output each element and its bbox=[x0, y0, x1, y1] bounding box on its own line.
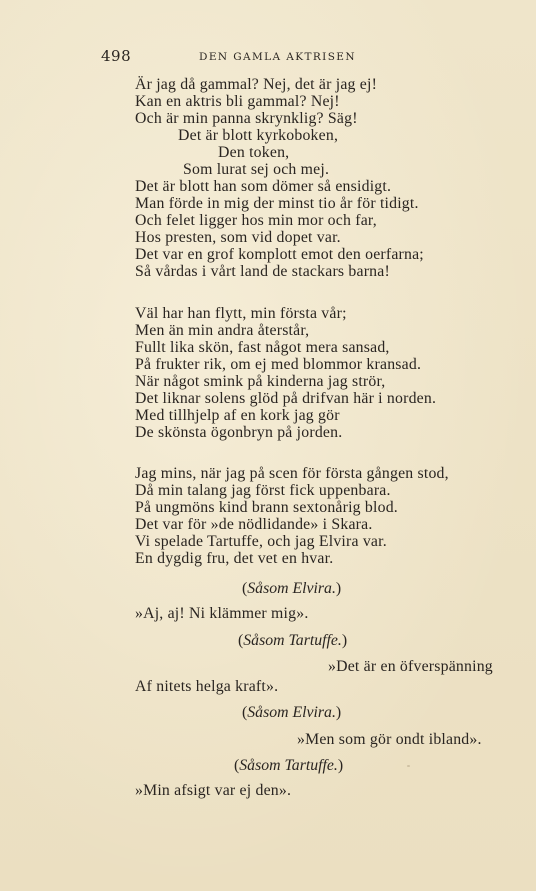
verse-line: Fullt lika skön, fast något mera sansad, bbox=[135, 339, 390, 356]
verse-line: Så vårdas i vårt land de stackars barna! bbox=[135, 263, 390, 280]
stage-direction: (Såsom Tartuffe.) bbox=[234, 757, 344, 774]
verse-line: Men än min andra återstår, bbox=[135, 322, 310, 339]
dialogue-line: »Men som gör ondt ibland». bbox=[297, 731, 482, 748]
verse-line: Och är min panna skrynklig? Säg! bbox=[135, 110, 358, 127]
page-number: 498 bbox=[101, 47, 132, 65]
verse-line: Kan en aktris bli gammal? Nej! bbox=[135, 93, 340, 110]
verse-line: Det liknar solens glöd på drifvan här i norden. bbox=[135, 390, 437, 407]
verse-line: Det var en grof komplott emot den oerfarna; bbox=[135, 246, 424, 263]
stage-direction: (Såsom Elvira.) bbox=[242, 704, 342, 721]
verse-line: Och felet ligger hos min mor och far, bbox=[135, 212, 377, 229]
verse-line: Den token, bbox=[218, 144, 290, 161]
verse-line: Som lurat sej och mej. bbox=[183, 161, 330, 178]
dialogue-line: »Min afsigt var ej den». bbox=[135, 782, 292, 799]
verse-line: När något smink på kinderna jag strör, bbox=[135, 373, 386, 390]
dialogue-line: »Det är en öfverspänning bbox=[328, 658, 493, 675]
verse-line: Det är blott han som dömer så ensidigt. bbox=[135, 178, 392, 195]
verse-line: På ungmöns kind brann sextonårig blod. bbox=[135, 499, 398, 516]
stage-direction: (Såsom Elvira.) bbox=[242, 580, 342, 597]
verse-line: En dygdig fru, det vet en hvar. bbox=[135, 550, 334, 567]
verse-line: Med tillhjelp af en kork jag gör bbox=[135, 407, 340, 424]
verse-line: Det var för »de nödlidande» i Skara. bbox=[135, 516, 373, 533]
verse-line: Då min talang jag först fick uppenbara. bbox=[135, 482, 391, 499]
paper-speck bbox=[407, 765, 410, 767]
dialogue-line: »Aj, aj! Ni klämmer mig». bbox=[135, 605, 309, 622]
verse-line: De skönsta ögonbryn på jorden. bbox=[135, 424, 343, 441]
verse-line: Det är blott kyrkoboken, bbox=[178, 127, 339, 144]
verse-line: På frukter rik, om ej med blommor kransad. bbox=[135, 356, 422, 373]
verse-line: Vi spelade Tartuffe, och jag Elvira var. bbox=[135, 533, 387, 550]
verse-line: Jag mins, när jag på scen för första gången stod, bbox=[135, 465, 449, 482]
verse-line: Man förde in mig der minst tio år för tidigt. bbox=[135, 195, 419, 212]
running-head: DEN GAMLA AKTRISEN bbox=[199, 51, 356, 63]
verse-line: Är jag då gammal? Nej, det är jag ej! bbox=[135, 76, 378, 93]
verse-line: Väl har han flytt, min första vår; bbox=[135, 305, 347, 322]
verse-line: Hos presten, som vid dopet var. bbox=[135, 229, 341, 246]
stage-direction: (Såsom Tartuffe.) bbox=[238, 632, 348, 649]
dialogue-line: Af nitets helga kraft». bbox=[135, 678, 279, 695]
